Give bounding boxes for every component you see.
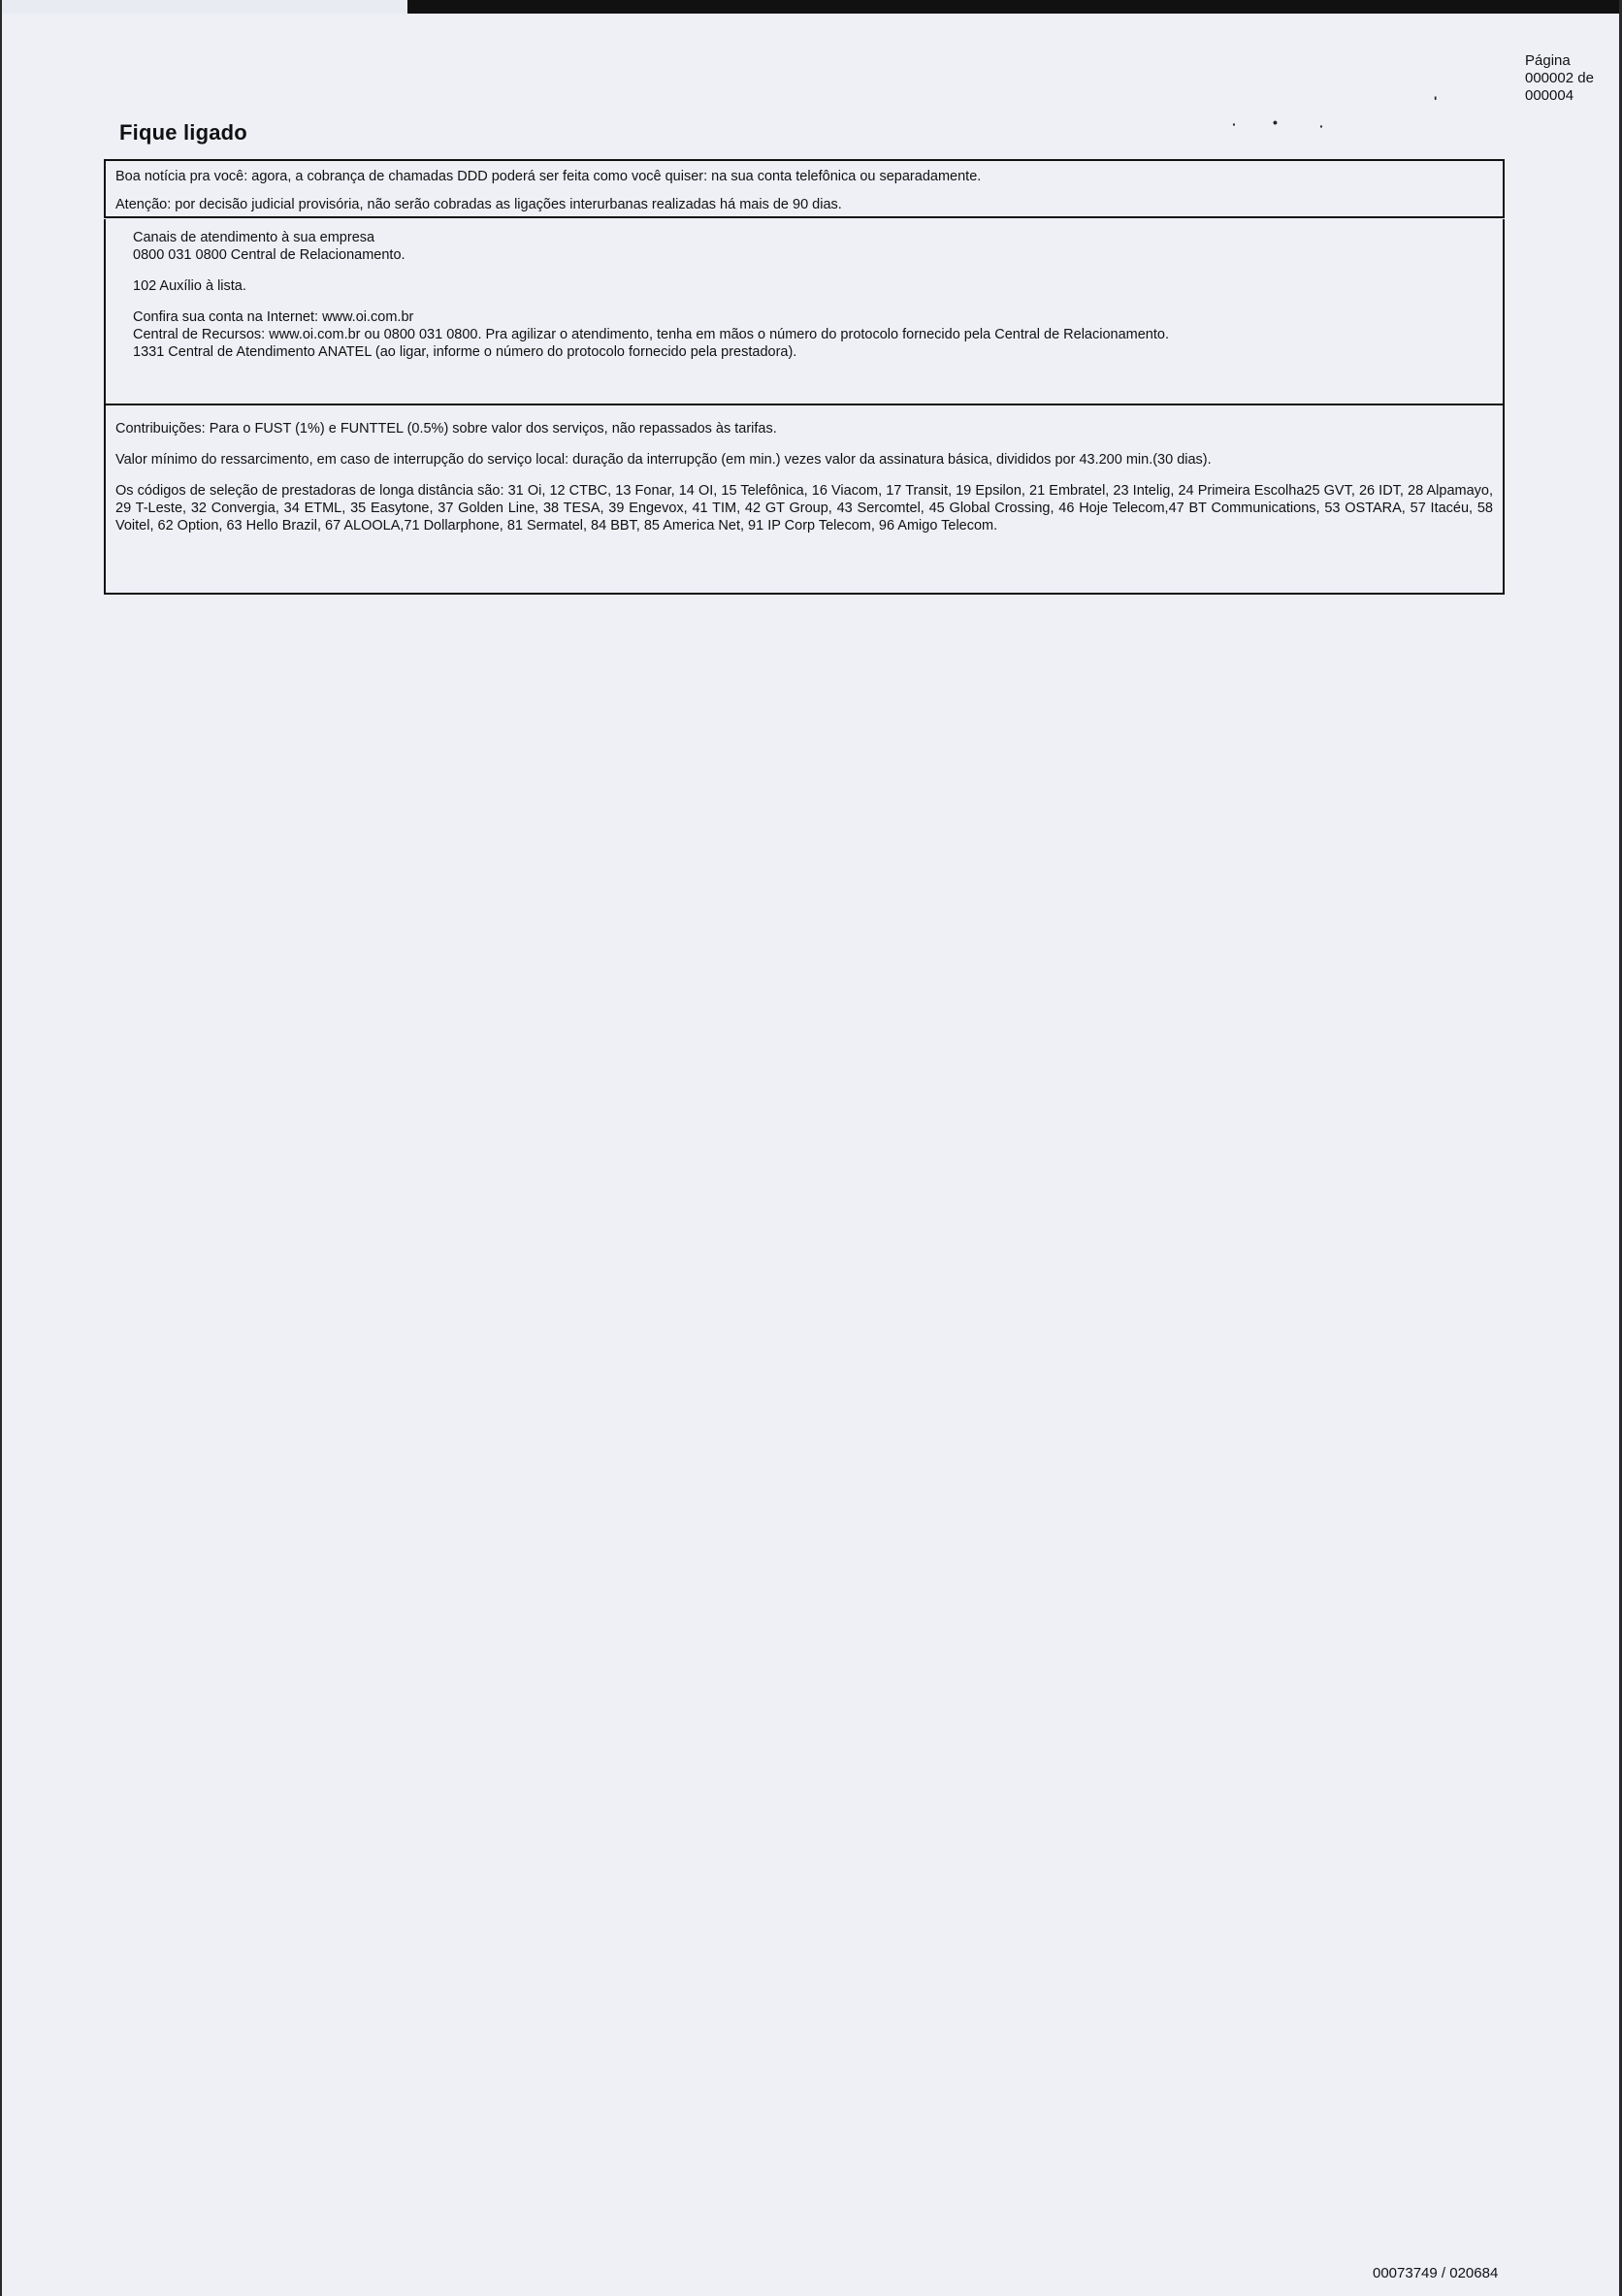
scan-speck: ·: [1319, 118, 1324, 134]
scan-speck: •: [1273, 114, 1278, 130]
info-contributions: Contribuições: Para o FUST (1%) e FUNTTEL (0.5%) sobre valor dos serviços, não repassados às tarifas.: [115, 421, 777, 437]
info-carrier-codes: Os códigos de seleção de prestadoras de longa distância são: 31 Oi, 12 CTBC, 13 Fonar, 14 OI, 15 Telefônica, 16 Viacom, 17 Transit, 19 Epsilon, 21 Embratel, 23 Intelig, 24 Primeira Escolha25 GVT, 26 IDT, 28 Alpamayo, 29 T-Leste, 32 Convergia, 34 ETML, 35 Easytone, 37 Golden Line, 38 TESA, 39 Engevox, 41 TIM, 42 GT Group, 43 Sercomtel, 45 Global Crossing, 46 Hoje Telecom,47 BT Communications, 53 OSTARA, 57 Itacéu, 58 Voitel, 62 Option, 63 Hello Brazil, 67 ALOOLA,71 Dollarphone, 81 Sermatel, 84 BBT, 85 America Net, 91 IP Corp Telecom, 96 Amigo Telecom.: [115, 483, 1493, 534]
notice-ddd-billing: Boa notícia pra você: agora, a cobrança de chamadas DDD poderá ser feita como você quiser: na sua conta telefônica ou separadamente.: [115, 169, 982, 184]
contacts-anatel: 1331 Central de Atendimento ANATEL (ao ligar, informe o número do protocolo fornecido pela prestadora).: [133, 344, 797, 360]
contacts-central-relacionamento: 0800 031 0800 Central de Relacionamento.: [133, 247, 406, 263]
contacts-central-recursos: Central de Recursos: www.oi.com.br ou 0800 031 0800. Pra agilizar o atendimento, tenha em mãos o número do protocolo fornecido pela Central de Relacionamento.: [133, 327, 1169, 342]
notice-court-decision: Atenção: por decisão judicial provisória, não serão cobradas as ligações interurbanas realizadas há mais de 90 dias.: [115, 197, 842, 212]
contacts-heading: Canais de atendimento à sua empresa: [133, 230, 375, 245]
page-number: [1525, 52, 1612, 105]
info-refund: Valor mínimo do ressarcimento, em caso de interrupção do serviço local: duração da interrupção (em min.) vezes valor da assinatura básica, divididos por 43.200 min.(30 dias).: [115, 452, 1212, 468]
spacer: [133, 264, 1476, 277]
document-code: 00073749 / 020684: [1373, 2265, 1499, 2281]
page-number-value: 000002 de 000004: [1525, 70, 1594, 104]
scan-speck: ·: [1232, 116, 1237, 132]
page-number-label: Página: [1525, 52, 1571, 69]
scan-left-border: [0, 0, 2, 2296]
spacer: [133, 295, 1476, 308]
info-box: [104, 405, 1505, 595]
section-title: Fique ligado: [119, 120, 247, 145]
contacts-auxilio-lista: 102 Auxílio à lista.: [133, 278, 246, 294]
scan-speck: ': [1434, 93, 1438, 109]
notice-box: [104, 159, 1505, 218]
contacts-internet: Confira sua conta na Internet: www.oi.com.br: [133, 309, 414, 325]
scan-top-border-gap: [0, 0, 407, 14]
contacts-box: [104, 219, 1505, 405]
